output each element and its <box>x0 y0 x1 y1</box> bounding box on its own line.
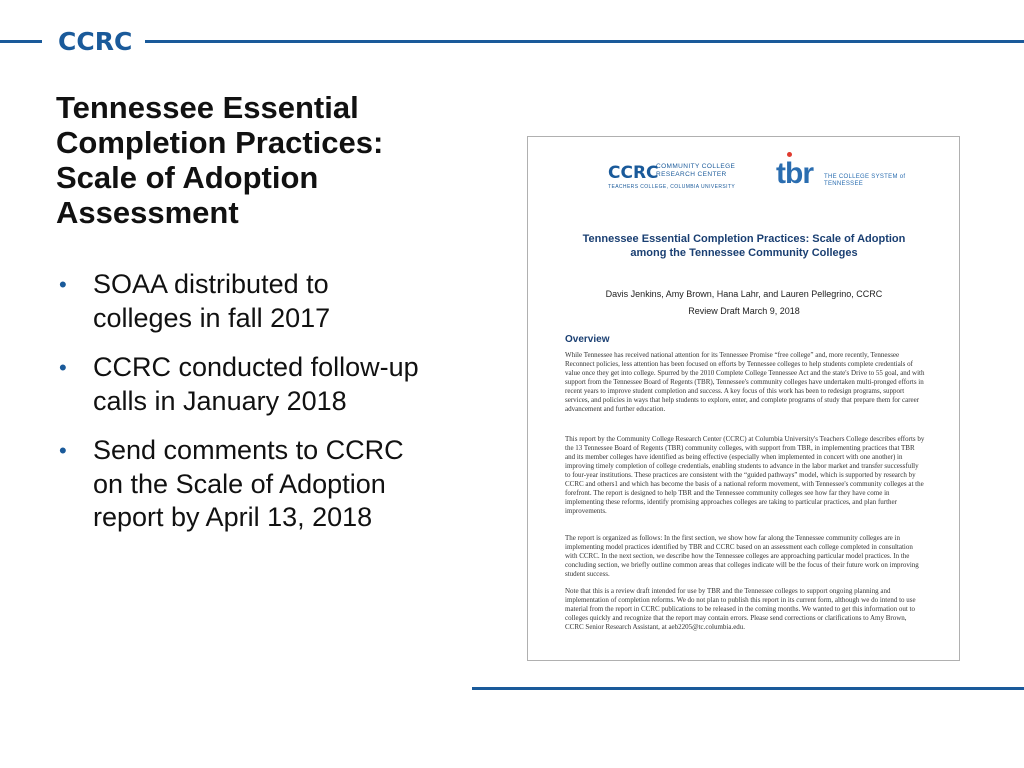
bullet-item: • Send comments to CCRC on the Scale of Adoption report by April 13, 2018 <box>56 434 426 535</box>
doc-ccrc-logo: CCRC <box>608 163 659 183</box>
footer-rule <box>472 687 1024 690</box>
header-rule-right <box>145 40 1024 43</box>
doc-paragraph: This report by the Community College Research Center (CCRC) at Columbia University's Teachers College describes efforts by the 13 Tennessee Board of Regents (TBR) community colleges, with support from TBR, in implementing practices that TBR and its member colleges have identified as being effective (especially when implemented in concert with one another) in improving timely completion of college credentials, enabling students to advance in the labor market and transfer successfully to four-year institutions. These practices are consistent with the “guided pathways” model, which is supported by research by CCRC and others1 and which has become the basis of a national reform movement, with Tennessee's community colleges at the forefront. The report is designed to help TBR and the Tennessee community colleges see how far they have come in implementing these reforms, identify promising approaches colleges are taking to particular practices, and plan further improvements. <box>565 435 925 515</box>
slide-title: Tennessee Essential Completion Practices: Scale of Adoption Assessment <box>56 90 384 230</box>
doc-overview-heading: Overview <box>565 334 610 345</box>
bullet-item: • CCRC conducted follow-up calls in January 2018 <box>56 351 426 418</box>
doc-paragraph: The report is organized as follows: In the first section, we show how far along the Tennessee community colleges are in implementing model practices identified by TBR and CCRC based on an assessment each college completed in consultation with CCRC. In the next section, we describe how the Tennessee colleges are approaching particular model practices. In the concluding section, we briefly outline common areas that colleges indicate will be the focus of their future work on improving student success. <box>565 534 919 578</box>
doc-ccrc-logo-affiliation: TEACHERS COLLEGE, COLUMBIA UNIVERSITY <box>608 184 736 190</box>
report-thumbnail <box>527 136 960 661</box>
bullet-item: • SOAA distributed to colleges in fall 2017 <box>56 268 426 335</box>
doc-paragraph: Note that this is a review draft intended for use by TBR and the Tennessee colleges to support ongoing planning and implementation of completion reforms. We do not plan to publish this report in its current form, although we do intend to use material from the report in CCRC publications to be released in the coming months. We wanted to get this information out to colleges quickly and recognize that the report may contain errors. Please send corrections or clarifications to Amy Brown, CCRC Senior Research Assistant, at aeb2205@tc.columbia.edu. <box>565 587 916 631</box>
doc-paragraph: While Tennessee has received national attention for its Tennessee Promise “free college” and, more recently, Tennessee Reconnect policies, less attention has been focused on efforts by Tennessee colleges to help students complete credentials of value once they get into college. Spurred by the 2010 Complete College Tennessee Act and the state's Drive to 55 goal, and with support from the Tennessee Board of Regents (TBR), Tennessee's community colleges have undertaken multi-pronged efforts in recent years to improve student completion and success. A key focus of this work has been to redesign programs, support services, and policies in ways that help students to explore, enter, and complete programs of study that prepare them for career advancement and further education. <box>565 351 925 413</box>
ccrc-logo-text: CCRC <box>58 27 133 56</box>
bullet-list <box>56 268 426 551</box>
doc-tbr-logo-subtitle: THE COLLEGE SYSTEM of TENNESSEE <box>824 174 906 187</box>
doc-ccrc-logo-subtitle: COMMUNITY COLLEGE RESEARCH CENTER <box>656 163 736 178</box>
header-rule-left <box>0 40 42 43</box>
doc-title: Tennessee Essential Completion Practices: Scale of Adoption among the Tennessee Community Colleges <box>582 233 906 259</box>
doc-tbr-logo: tbr <box>776 157 813 190</box>
doc-date: Review Draft March 9, 2018 <box>688 306 800 316</box>
doc-authors: Davis Jenkins, Amy Brown, Hana Lahr, and Lauren Pellegrino, CCRC <box>605 289 883 299</box>
